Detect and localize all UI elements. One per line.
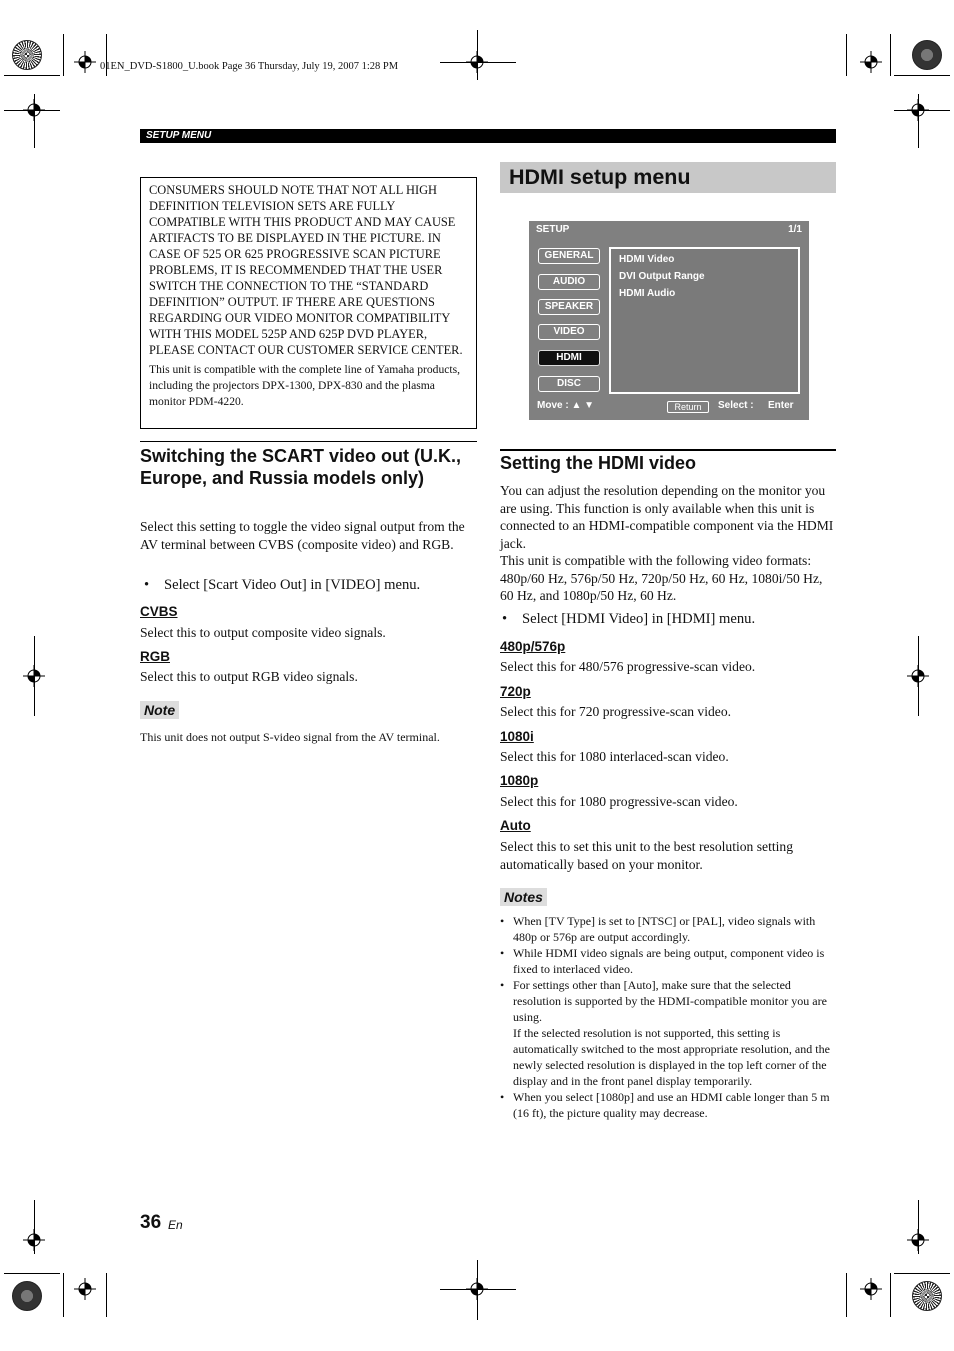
hdmi-video-formats: This unit is compatible with the following video formats: 480p/60 Hz, 576p/50 Hz, 720p/50 Hz, 60 Hz, 1080i/50 Hz, 60 Hz, and 1080p/50 Hz, 60 Hz. — [500, 553, 823, 603]
note-text: This unit does not output S-video signal from the AV terminal. — [140, 730, 440, 744]
file-header: 01EN_DVD-S1800_U.book Page 36 Thursday, July 19, 2007 1:28 PM — [100, 61, 399, 72]
osd-header: SETUP — [536, 224, 570, 235]
tab-general[interactable]: GENERAL — [538, 248, 600, 264]
list-item — [500, 945, 836, 977]
menu-item-dvi-output-range[interactable]: DVI Output Range — [619, 271, 705, 282]
page-number: 36 — [140, 1212, 162, 1233]
registration-burst-icon — [12, 1281, 42, 1311]
osd-move-hint: Move : ▲ ▼ — [537, 400, 595, 411]
list-item — [500, 913, 836, 945]
divider — [500, 449, 836, 451]
option-label: 480p/576p — [500, 639, 566, 654]
menu-item-hdmi-video[interactable]: HDMI Video — [619, 254, 675, 265]
tab-video[interactable]: VIDEO — [538, 324, 600, 340]
registration-crosshair-icon — [466, 51, 488, 73]
divider — [140, 441, 477, 442]
registration-crosshair-icon — [907, 665, 929, 687]
option-desc: Select this for 1080 progressive-scan video. — [500, 794, 738, 809]
registration-crosshair-icon — [860, 51, 882, 73]
warning-box — [140, 177, 477, 429]
registration-crosshair-icon — [23, 665, 45, 687]
registration-crosshair-icon — [466, 1278, 488, 1300]
notes-list — [500, 913, 836, 1121]
notes-tag: Notes — [500, 888, 547, 906]
registration-burst-icon — [912, 1281, 942, 1311]
registration-crosshair-icon — [74, 51, 96, 73]
option-label: Auto — [500, 818, 531, 833]
option-label: 1080p — [500, 773, 539, 788]
registration-crosshair-icon — [74, 1278, 96, 1300]
registration-crosshair-icon — [23, 1229, 45, 1251]
page-title: HDMI setup menu — [509, 165, 691, 189]
note-text: For settings other than [Auto], make sure that the selected resolution is supported by the HDMI-compatible monitor you are using. — [513, 978, 827, 1024]
section-label: SETUP MENU — [146, 130, 212, 141]
registration-crosshair-icon — [907, 99, 929, 121]
hdmi-video-bullet: • Select [HDMI Video] in [HDMI] menu. — [522, 610, 832, 628]
rgb-label: RGB — [140, 649, 170, 664]
osd-page: 1/1 — [788, 224, 802, 235]
tab-audio[interactable]: AUDIO — [538, 274, 600, 290]
scart-intro: Select this setting to toggle the video signal output from the AV terminal between CVBS (composite video) and RGB. — [140, 519, 465, 552]
rgb-desc: Select this to output RGB video signals. — [140, 669, 358, 684]
menu-item-hdmi-audio[interactable]: HDMI Audio — [619, 288, 676, 299]
scart-bullet: • Select [Scart Video Out] in [VIDEO] menu. — [164, 576, 474, 594]
registration-crosshair-icon — [860, 1278, 882, 1300]
registration-crosshair-icon — [907, 1229, 929, 1251]
option-desc: Select this to set this unit to the best resolution setting automatically based on your monitor. — [500, 839, 793, 872]
option-desc: Select this for 720 progressive-scan video. — [500, 704, 732, 719]
hdmi-video-intro: You can adjust the resolution depending on the monitor you are using. This function is only available when this unit is connected to an HDMI-compatible component via the HDMI jack. — [500, 483, 834, 551]
cvbs-desc: Select this to output composite video signals. — [140, 625, 386, 640]
note-tag: Note — [140, 701, 179, 719]
tab-disc[interactable]: DISC — [538, 376, 600, 392]
osd-select-hint: Select : — [718, 400, 754, 411]
list-item — [500, 1089, 836, 1121]
tab-speaker[interactable]: SPEAKER — [538, 299, 600, 315]
list-item — [500, 977, 836, 1089]
section-bar — [140, 129, 836, 143]
osd-enter-hint: Enter — [768, 400, 794, 411]
cvbs-label: CVBS — [140, 604, 178, 619]
note-text: While HDMI video signals are being output, component video is fixed to interlaced video. — [513, 946, 825, 976]
registration-burst-icon — [12, 40, 42, 70]
registration-burst-icon — [912, 40, 942, 70]
note-text: When you select [1080p] and use an HDMI cable longer than 5 m (16 ft), the picture quality may decrease. — [513, 1090, 830, 1120]
option-desc: Select this for 480/576 progressive-scan video. — [500, 659, 756, 674]
registration-crosshair-icon — [23, 99, 45, 121]
page-language: En — [168, 1218, 183, 1232]
osd-screen — [529, 221, 809, 420]
option-label: 1080i — [500, 729, 534, 744]
warning-caps-text: CONSUMERS SHOULD NOTE THAT NOT ALL HIGH DEFINITION TELEVISION SETS ARE FULLY COMPATIBLE WITH THIS PRODUCT AND MAY CAUSE ARTIFACTS TO BE DISPLAYED IN THE PICTURE. IN CASE OF 525 OR 625 PROGRESSIVE SCAN PICTURE PROBLEMS, IT IS RECOMMENDED THAT THE USER SWITCH THE CONNECTION TO THE “STANDARD DEFINITION” OUTPUT. IF THERE ARE QUESTIONS REGARDING OUR VIDEO MONITOR COMPATIBILITY WITH THIS MODEL 525P AND 625P DVD PLAYER, PLEASE CONTACT OUR CUSTOMER SERVICE CENTER. — [149, 183, 463, 357]
return-button[interactable]: Return — [667, 401, 709, 413]
option-desc: Select this for 1080 interlaced-scan video. — [500, 749, 729, 764]
scart-heading: Switching the SCART video out (U.K., Europe, and Russia models only) — [140, 446, 461, 488]
note-continuation: If the selected resolution is not supported, this setting is automatically switched to the most appropriate resolution, and the newly selected resolution is displayed in the top left corner of the display and in the front panel display temporarily. — [513, 1026, 830, 1088]
warning-compat-text: This unit is compatible with the complete line of Yamaha products, including the projectors DPX-1300, DPX-830 and the plasma monitor PDM-4220. — [149, 363, 461, 408]
osd-menu-panel — [609, 247, 800, 394]
hdmi-video-heading: Setting the HDMI video — [500, 453, 697, 473]
note-text: When [TV Type] is set to [NTSC] or [PAL], video signals with 480p or 576p are output accordingly. — [513, 914, 816, 944]
tab-hdmi[interactable]: HDMI — [538, 350, 600, 366]
hdmi-title-bar — [500, 162, 836, 193]
option-label: 720p — [500, 684, 531, 699]
